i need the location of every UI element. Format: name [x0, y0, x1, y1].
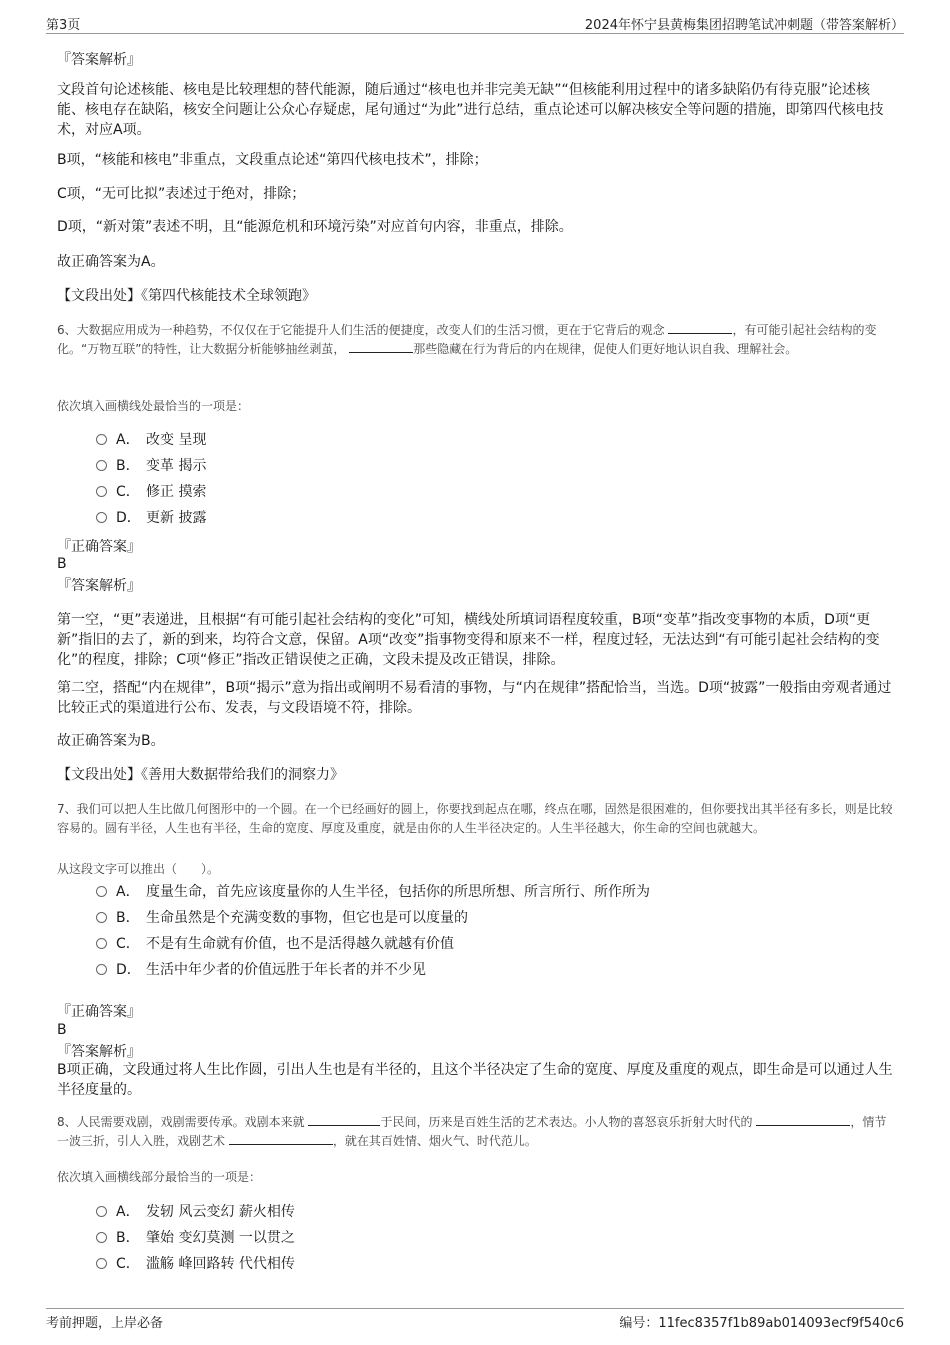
radio-icon[interactable] [96, 460, 107, 471]
source-label: 【文段出处】 [57, 288, 141, 304]
page-header [46, 14, 904, 34]
radio-icon[interactable] [96, 512, 107, 523]
option-text: 变革 揭示 [146, 458, 207, 474]
correct-answer-label: 『正确答案』 [57, 539, 141, 555]
header-divider [46, 33, 904, 34]
answer-analysis-label: 『答案解析』 [57, 578, 141, 594]
stem-text: ，情节一波三折，引人入胜，戏剧艺术 [57, 1115, 887, 1148]
option-letter: D． [116, 962, 141, 978]
analysis-paragraph: D项，“新对策”表述不明，且“能源危机和环境污染”对应首句内容，非重点，排除。 [57, 219, 573, 235]
footer-divider [46, 1308, 904, 1309]
option-letter: C． [116, 1256, 140, 1272]
option-b[interactable] [96, 456, 206, 476]
correct-answer: B [57, 1022, 67, 1038]
source-citation [57, 286, 316, 306]
correct-answer: B [57, 556, 67, 572]
option-letter: A． [116, 432, 140, 448]
analysis-paragraph: 文段首句论述核能、核电是比较理想的替代能源，随后通过“核电也并非完美无缺”“但核能利用过程中的诸多缺陷仍有待克服”论述核能、核电存在缺陷，核安全问题让公众心存疑虑，尾句通过“为此”进行总结，重点论述可以解决核安全等问题的措施，即第四代核电技术，对应A项。 [57, 82, 884, 138]
option-letter: A． [116, 1204, 140, 1220]
analysis-paragraph: 第一空，“更”表递进，且根据“有可能引起社会结构的变化”可知，横线处所填词语程度较重，B项“变革”指改变事物的本质，D项“更新”指旧的去了，新的到来，均符合文意，保留。A项“改变”指事物变得和原来不一样，程度过轻，无法达到“有可能引起社会结构的变化”的程度，排除；C项“修正”指改正错误使之正确，文段未提及改正错误，排除。 [57, 612, 880, 668]
analysis-paragraph: B项正确，文段通过将人生比作圆，引出人生也是有半径的，且这个半径决定了生命的宽度、厚度及重度的观点，即生命是可以通过人生半径度量的。 [57, 1062, 893, 1098]
fill-blank [308, 1113, 380, 1126]
stem-text: 6、大数据应用成为一种趋势，不仅仅在于它能提升人们生活的便捷度，改变人们的生活习惯，更在于它背后的观念 [57, 323, 665, 337]
option-b[interactable] [96, 908, 468, 928]
option-letter: B． [116, 910, 140, 926]
option-c[interactable] [96, 934, 454, 954]
code-value: 11fec8357f1b89ab014093ecf9f540c6 [658, 1316, 904, 1331]
option-letter: B． [116, 1230, 140, 1246]
fill-blank [229, 1132, 333, 1145]
radio-icon[interactable] [96, 912, 107, 923]
radio-icon[interactable] [96, 1206, 107, 1217]
option-d[interactable] [96, 508, 206, 528]
answer-analysis-label: 『答案解析』 [57, 1044, 141, 1060]
radio-icon[interactable] [96, 964, 107, 975]
option-c[interactable] [96, 482, 206, 502]
option-letter: A． [116, 884, 140, 900]
option-text: 度量生命，首先应该度量你的人生半径，包括你的所思所想、所言所行、所作所为 [146, 884, 650, 900]
option-letter: C． [116, 936, 140, 952]
document-title: 2024年怀宁县黄梅集团招聘笔试冲刺题（带答案解析） [584, 18, 904, 33]
radio-icon[interactable] [96, 1258, 107, 1269]
source-title: 《善用大数据带给我们的洞察力》 [141, 767, 344, 783]
option-text: 滥觞 峰回路转 代代相传 [146, 1256, 295, 1272]
question-prompt: 从这段文字可以推出（ ）。 [57, 862, 220, 876]
source-title: 《第四代核能技术全球领跑》 [141, 288, 316, 304]
option-d[interactable] [96, 960, 426, 980]
option-text: 生活中年少者的价值远胜于年长者的并不少见 [146, 962, 426, 978]
source-label: 【文段出处】 [57, 767, 141, 783]
analysis-paragraph: B项，“核能和核电”非重点，文段重点论述“第四代核电技术”，排除； [57, 152, 488, 168]
option-letter: D． [116, 510, 141, 526]
fill-blank [668, 321, 732, 334]
conclusion: 故正确答案为B。 [57, 733, 165, 749]
stem-text: 于民间，历来是百姓生活的艺术表达。小人物的喜怒哀乐折射大时代的 [380, 1115, 753, 1129]
answer-analysis-label: 『答案解析』 [57, 52, 141, 68]
question-prompt: 依次填入画横线部分最恰当的一项是： [57, 1170, 262, 1184]
fill-blank [756, 1113, 850, 1126]
question-stem [57, 1113, 897, 1151]
radio-icon[interactable] [96, 1232, 107, 1243]
code-label: 编号： [619, 1316, 659, 1331]
document-code [619, 1312, 904, 1331]
page-footer [46, 1312, 904, 1334]
question-stem: 7、我们可以把人生比做几何图形中的一个圆。在一个已经画好的圆上，你要找到起点在哪，终点在哪，固然是很困难的，但你要找出其半径有多长，则是比较容易的。圆有半径，人生也有半径，生命的宽度、厚度及重度，就是由你的人生半径决定的。人生半径越大，你生命的空间也就越大。 [57, 802, 893, 835]
option-text: 更新 披露 [146, 510, 207, 526]
fill-blank [349, 340, 413, 353]
stem-text: 8、人民需要戏剧，戏剧需要传承。戏剧本来就 [57, 1115, 305, 1129]
option-letter: B． [116, 458, 140, 474]
footer-slogan: 考前押题，上岸必备 [46, 1316, 164, 1331]
source-citation [57, 765, 344, 785]
option-text: 肇始 变幻莫测 一以贯之 [146, 1230, 295, 1246]
analysis-paragraph: C项，“无可比拟”表述过于绝对，排除； [57, 186, 306, 202]
option-c[interactable] [96, 1254, 295, 1274]
option-a[interactable] [96, 430, 206, 450]
stem-text: ，就在其百姓情、烟火气、时代范儿。 [332, 1134, 537, 1148]
option-text: 改变 呈现 [146, 432, 207, 448]
option-text: 生命虽然是个充满变数的事物，但它也是可以度量的 [146, 910, 468, 926]
option-a[interactable] [96, 1202, 295, 1222]
analysis-paragraph: 第二空，搭配“内在规律”，B项“揭示”意为指出或阐明不易看清的事物，与“内在规律”搭配恰当，当选。D项“披露”一般指由旁观者通过比较正式的渠道进行公布、发表，与文段语境不符，排除。 [57, 680, 892, 716]
stem-text: 那些隐藏在行为背后的内在规律，促使人们更好地认识自我、理解社会。 [413, 342, 798, 356]
conclusion: 故正确答案为A。 [57, 254, 165, 270]
option-b[interactable] [96, 1228, 295, 1248]
option-letter: C． [116, 484, 140, 500]
radio-icon[interactable] [96, 938, 107, 949]
question-stem [57, 321, 897, 359]
radio-icon[interactable] [96, 486, 107, 497]
option-text: 修正 摸索 [146, 484, 207, 500]
option-text: 不是有生命就有价值，也不是活得越久就越有价值 [146, 936, 454, 952]
page-number: 第3页 [46, 18, 81, 33]
radio-icon[interactable] [96, 886, 107, 897]
radio-icon[interactable] [96, 434, 107, 445]
option-text: 发轫 风云变幻 薪火相传 [146, 1204, 295, 1220]
question-prompt: 依次填入画横线处最恰当的一项是： [57, 399, 250, 413]
stem-text: ，有可能引起社会结构的变化。“万物互联”的特性，让大数据分析能够抽丝剥茧， [57, 323, 877, 356]
correct-answer-label: 『正确答案』 [57, 1004, 141, 1020]
option-a[interactable] [96, 882, 650, 902]
